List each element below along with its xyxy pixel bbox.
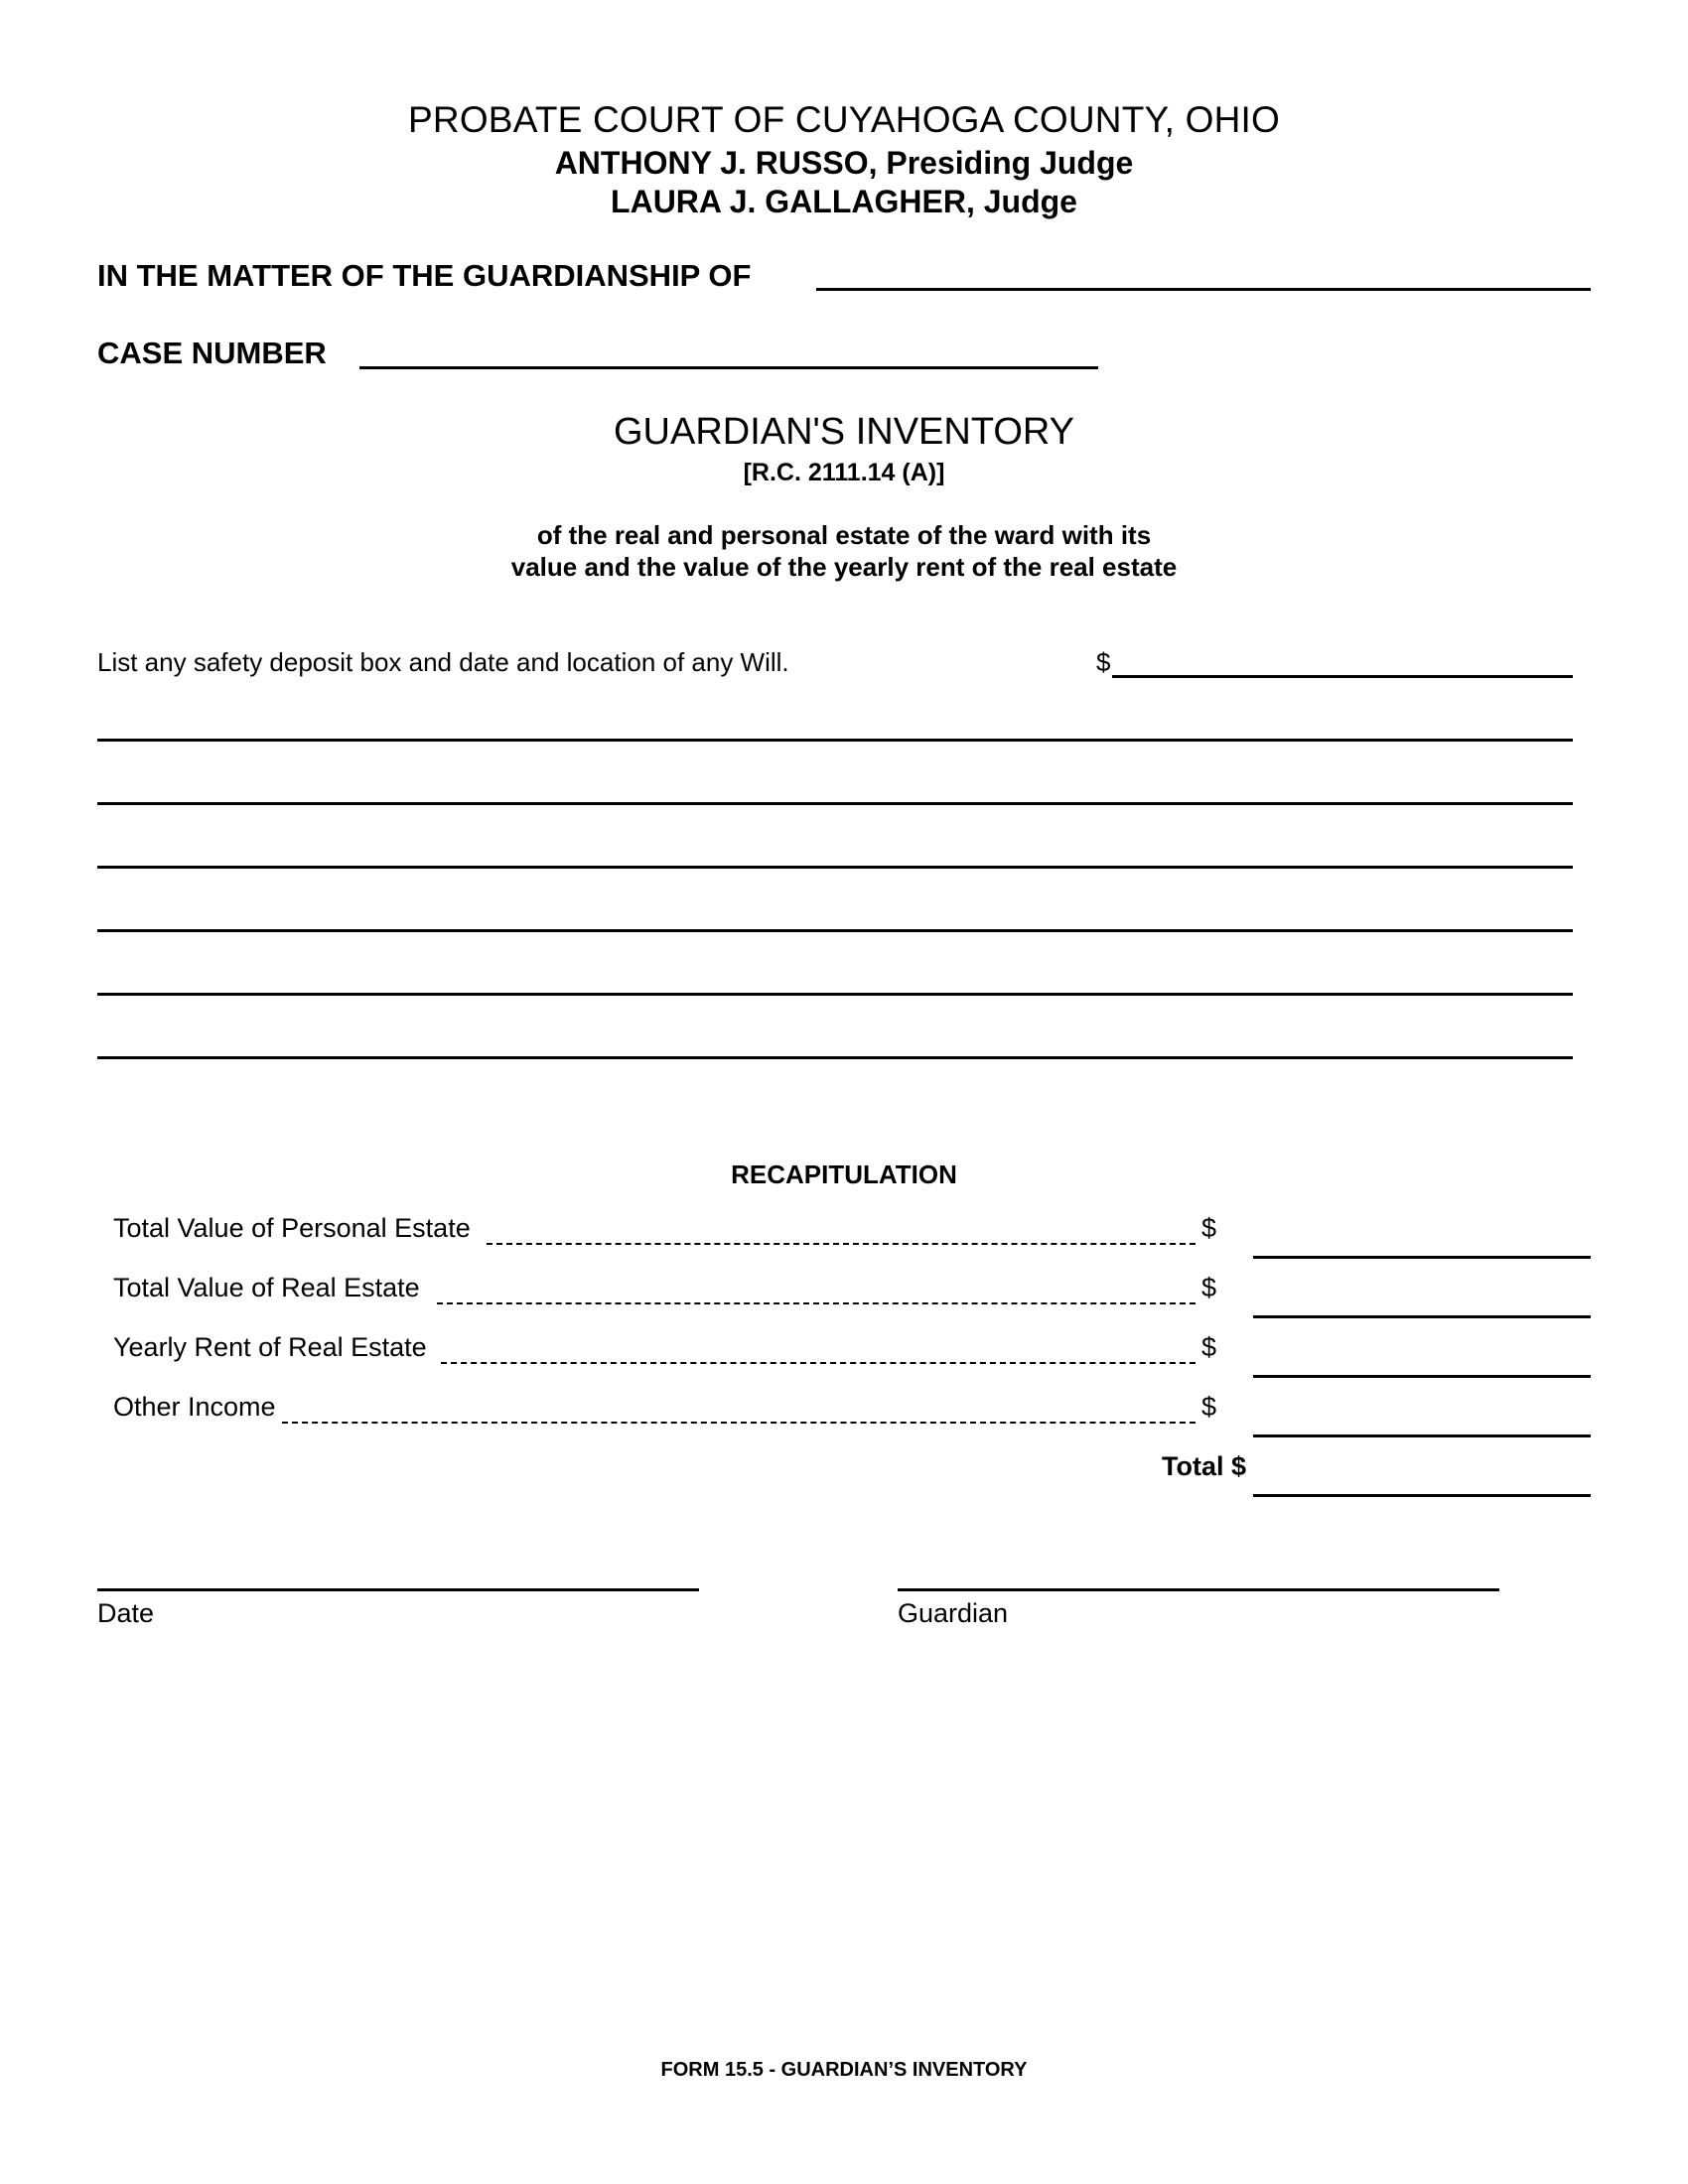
instruction-amount-input[interactable] [1112, 675, 1573, 678]
other-income-value-input[interactable] [1253, 1434, 1591, 1437]
judge: LAURA J. GALLAGHER, Judge [611, 184, 1077, 219]
case-number-input[interactable] [359, 366, 1098, 369]
personal-estate-value-input[interactable] [1253, 1256, 1591, 1259]
entry-line[interactable] [97, 802, 1573, 805]
recap-label: Yearly Rent of Real Estate [113, 1332, 427, 1362]
instruction-currency: $ [1096, 647, 1111, 677]
recap-label: Other Income [113, 1392, 276, 1422]
total-value-input[interactable] [1253, 1494, 1591, 1497]
recap-row-other-income [113, 1392, 1225, 1428]
yearly-rent-value-input[interactable] [1253, 1375, 1591, 1378]
recap-row-yearly-rent [113, 1332, 1225, 1368]
recap-currency: $ [1201, 1392, 1217, 1422]
entry-line[interactable] [97, 1056, 1573, 1059]
entry-line[interactable] [97, 866, 1573, 869]
dot-leader [282, 1422, 1196, 1424]
real-estate-value-input[interactable] [1253, 1315, 1591, 1318]
form-description-line-2: value and the value of the yearly rent of the real estate [510, 552, 1178, 582]
entry-line[interactable] [97, 739, 1573, 742]
date-signature-line[interactable] [97, 1588, 699, 1591]
case-number-label: CASE NUMBER [97, 336, 327, 370]
guardianship-input[interactable] [816, 288, 1591, 291]
entry-line[interactable] [97, 929, 1573, 932]
court-name: PROBATE COURT OF CUYAHOGA COUNTY, OHIO [408, 99, 1280, 140]
recapitulation-title: RECAPITULATION [731, 1160, 957, 1189]
recap-row-personal-estate [113, 1213, 1225, 1249]
dot-leader [437, 1302, 1196, 1304]
guardianship-label: IN THE MATTER OF THE GUARDIANSHIP OF [97, 258, 752, 293]
recap-currency: $ [1201, 1273, 1217, 1302]
instruction-text: List any safety deposit box and date and location of any Will. [97, 647, 789, 677]
dot-leader [441, 1362, 1196, 1364]
recap-currency: $ [1201, 1332, 1217, 1362]
form-description-line-1: of the real and personal estate of the ward with its [536, 520, 1152, 550]
statute-reference: [R.C. 2111.14 (A)] [743, 459, 945, 486]
guardian-signature-line[interactable] [898, 1588, 1499, 1591]
total-label: Total $ [1162, 1451, 1247, 1481]
form-footer: FORM 15.5 - GUARDIAN’S INVENTORY [660, 2059, 1028, 2081]
recap-label: Total Value of Real Estate [113, 1273, 420, 1302]
date-label: Date [97, 1598, 155, 1628]
recap-currency: $ [1201, 1213, 1217, 1243]
presiding-judge: ANTHONY J. RUSSO, Presiding Judge [554, 145, 1134, 181]
guardian-label: Guardian [898, 1598, 1009, 1628]
dot-leader [487, 1243, 1196, 1245]
entry-line[interactable] [97, 993, 1573, 996]
recap-row-real-estate [113, 1273, 1225, 1308]
recap-label: Total Value of Personal Estate [113, 1213, 471, 1243]
form-title: GUARDIAN'S INVENTORY [613, 411, 1075, 453]
